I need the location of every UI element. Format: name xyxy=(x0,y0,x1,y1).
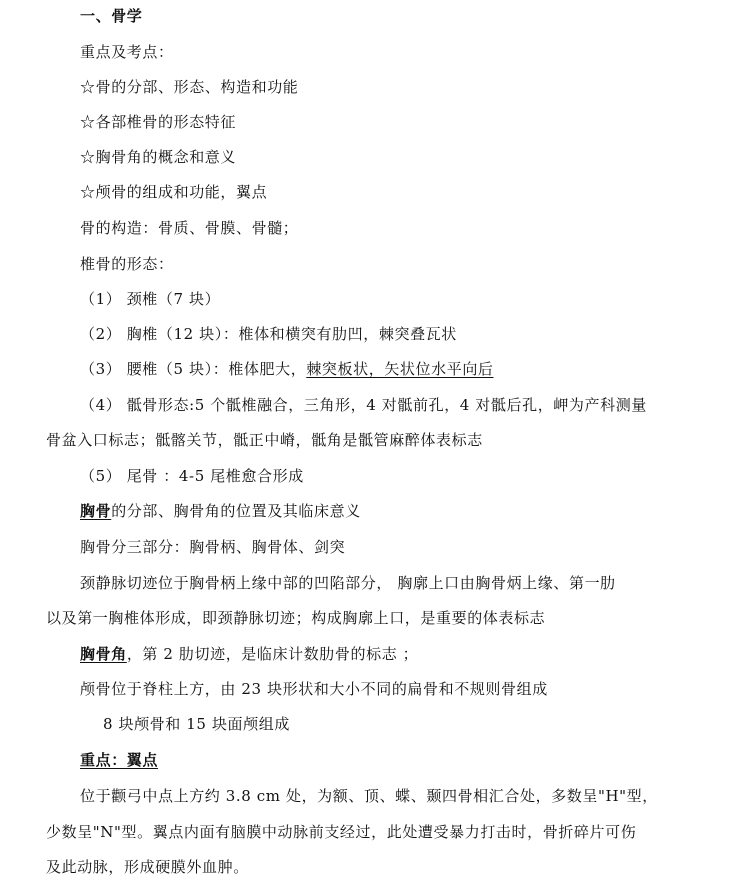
point-item: ☆颅骨的组成和功能，翼点 xyxy=(80,183,268,201)
skull-line: 8 块颅骨和 15 块面颅组成 xyxy=(103,715,290,733)
pterion-paragraph-line: 位于颧弓中点上方约 3.8 cm 处，为额、顶、蝶、颞四骨相汇合处，多数呈"H"型， xyxy=(80,787,658,805)
vertebra-label: 椎骨的形态： xyxy=(80,255,174,273)
sternal-angle-line xyxy=(80,644,418,664)
vertebra-item: （1） 颈椎（7 块） xyxy=(80,290,221,308)
bone-structure-line: 骨的构造：骨质、骨膜、骨髓； xyxy=(80,219,299,237)
key-points-label: 重点及考点： xyxy=(80,43,174,61)
notch-paragraph-line: 颈静脉切迹位于胸骨柄上缘中部的凹陷部分， 胸廓上口由胸骨炳上缘、第一肋 xyxy=(80,574,616,592)
sternum-heading xyxy=(80,501,361,521)
skull-line: 颅骨位于脊柱上方，由 23 块形状和大小不同的扁骨和不规则骨组成 xyxy=(80,680,548,698)
point-item: ☆各部椎骨的形态特征 xyxy=(80,113,237,131)
sternum-keyword: 胸骨 xyxy=(80,502,112,520)
vertebra-item: （4） 骶骨形态:5 个骶椎融合，三角形，4 对骶前孔，4 对骶后孔，岬为产科测量 xyxy=(80,396,647,414)
vertebra-item-text: （3） 腰椎（5 块）：椎体肥大， xyxy=(80,360,307,378)
sternal-angle-keyword: 胸骨角 xyxy=(80,645,127,663)
vertebra-item: （2） 胸椎（12 块）：椎体和横突有肋凹，棘突叠瓦状 xyxy=(80,325,457,343)
pterion-paragraph-line: 少数呈"N"型。翼点内面有脑膜中动脉前支经过，此处遭受暴力打击时，骨折碎片可伤 xyxy=(46,823,637,841)
vertebra-item: （5） 尾骨 ：4-5 尾椎愈合形成 xyxy=(80,467,304,485)
sternum-parts-line: 胸骨分三部分：胸骨柄、胸骨体、剑突 xyxy=(80,538,346,556)
sternum-heading-text: 的分部、胸骨角的位置及其临床意义 xyxy=(111,502,361,520)
notch-paragraph-line: 以及第一胸椎体形成，即颈静脉切迹；构成胸廓上口，是重要的体表标志 xyxy=(46,609,546,627)
point-item: ☆骨的分部、形态、构造和功能 xyxy=(80,78,299,96)
pterion-heading: 重点：翼点 xyxy=(80,751,159,769)
vertebra-item xyxy=(80,359,494,379)
vertebra-item-continued: 骨盆入口标志；骶髂关节，骶正中嵴，骶角是骶管麻醉体表标志 xyxy=(46,431,483,449)
underlined-text: 棘突板状，矢状位水平向后 xyxy=(306,360,494,378)
pterion-paragraph-line: 及此动脉，形成硬膜外血肿。 xyxy=(46,858,249,876)
section-title: 一、骨学 xyxy=(80,7,143,25)
point-item: ☆胸骨角的概念和意义 xyxy=(80,148,237,166)
sternal-angle-text: ，第 2 肋切迹，是临床计数肋骨的标志 ； xyxy=(126,645,419,663)
